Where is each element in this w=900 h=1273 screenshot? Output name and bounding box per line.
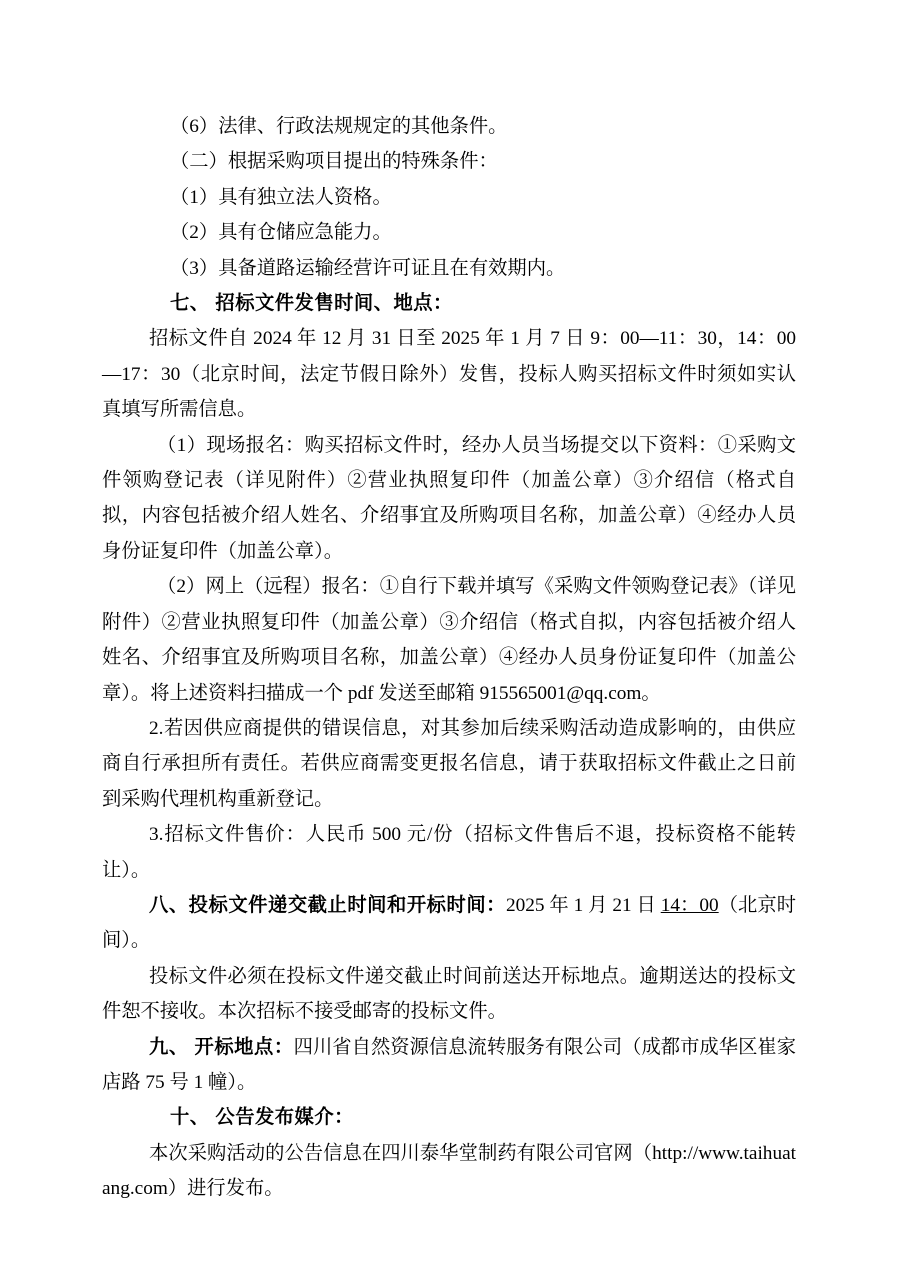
section-heading (102, 286, 796, 321)
bold-text-run: 七、 招标文件发售时间、地点： (170, 293, 453, 315)
text-run: （1）具有独立法人资格。 (170, 186, 392, 208)
body (102, 321, 796, 427)
text-run: 2025 年 1 月 21 日 (506, 894, 661, 916)
list-item (102, 144, 796, 179)
body (102, 569, 796, 711)
body (102, 1136, 796, 1207)
text-run: 招标文件自 2024 年 12 月 31 日至 2025 年 1 月 7 日 9：00—11：30，14：00—17：30（北京时间，法定节假日除外）发售，投标人购买招标文件时须如实认真填写所需信息。 (102, 328, 796, 421)
bold-text-run: 八、投标文件递交截止时间和开标时间： (149, 894, 506, 916)
text-run: （2）网上（远程）报名：①自行下载并填写《采购文件领购登记表》（详见附件）②营业执照复印件（加盖公章）③介绍信（格式自拟，内容包括被介绍人姓名、介绍事宜及所购项目名称，加盖公章）④经办人员身份证复印件（加盖公章）。将上述资料扫描成一个 pdf 发送至邮箱 915565001@qq.com。 (102, 576, 796, 704)
text-run: （6）法律、行政法规规定的其他条件。 (170, 116, 508, 137)
underlined-text-run: 14：00 (660, 894, 719, 916)
bold-text-run: 十、 公告发布媒介： (170, 1107, 354, 1129)
body (102, 959, 796, 1030)
list-item (102, 251, 796, 286)
body (102, 428, 796, 570)
text-run: 四川省自然资源信息流转服务有限公司（成都市成华区崔家店路 75 号 1 幢）。 (102, 1036, 796, 1093)
document-body (102, 109, 796, 1207)
bold-text-run: 九、 开标地点： (149, 1036, 294, 1058)
list-item (102, 215, 796, 250)
text-run: 本次采购活动的公告信息在四川泰华堂制药有限公司官网（http://www.taihuatang.com）进行发布。 (102, 1142, 796, 1200)
numbered-item (102, 711, 796, 817)
text-run: （3）具备道路运输经营许可证且在有效期内。 (170, 257, 566, 279)
section-heading-inline (102, 888, 796, 959)
text-run: （1）现场报名：购买招标文件时，经办人员当场提交以下资料：①采购文件领购登记表（详见附件）②营业执照复印件（加盖公章）③介绍信（格式自拟，内容包括被介绍人姓名、介绍事宜及所购项目名称，加盖公章）④经办人员身份证复印件（加盖公章）。 (102, 434, 796, 562)
list-item (102, 109, 796, 144)
list-item (102, 180, 796, 215)
section-heading (102, 1100, 796, 1135)
text-run: （2）具有仓储应急能力。 (170, 222, 392, 244)
section-heading-inline (102, 1030, 796, 1101)
text-run: 投标文件必须在投标文件递交截止时间前送达开标地点。逾期送达的投标文件恕不接收。本次招标不接受邮寄的投标文件。 (102, 965, 796, 1023)
text-run: （二）根据采购项目提出的特殊条件： (170, 151, 498, 173)
numbered-item (102, 817, 796, 888)
text-run: 2.若因供应商提供的错误信息，对其参加后续采购活动造成影响的，由供应商自行承担所有责任。若供应商需变更报名信息，请于获取招标文件截止之日前到采购代理机构重新登记。 (102, 717, 796, 810)
text-run: 3.招标文件售价：人民币 500 元/份（招标文件售后不退，投标资格不能转让）。 (102, 824, 796, 881)
text-run: （北京时间）。 (102, 894, 797, 952)
